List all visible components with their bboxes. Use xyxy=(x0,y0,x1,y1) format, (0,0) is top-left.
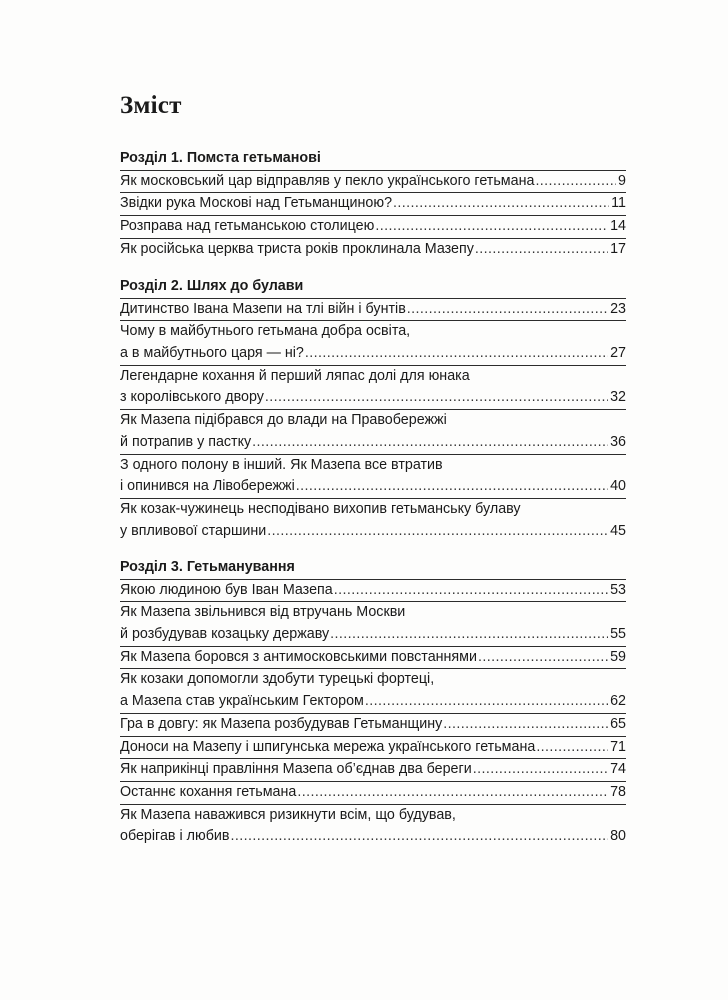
entry-title-line: Як козаки допомогли здобути турецькі фортеці, xyxy=(120,668,626,691)
entry-title-line: Доноси на Мазепу і шпигунська мережа українського гетьмана xyxy=(120,738,536,755)
toc-entry[interactable] xyxy=(120,668,626,712)
entry-title-line: Гра в довгу: як Мазепа розбудував Гетьманщину xyxy=(120,715,443,732)
entry-title-line: Як Мазепа наважився ризикнути всім, що будував, xyxy=(120,804,626,827)
entry-title-line: Розправа над гетьманською столицею xyxy=(120,218,375,235)
page-number: 59 xyxy=(610,648,626,665)
entry-last-line xyxy=(120,624,626,646)
entry-title-line: З одного полону в інший. Як Мазепа все втратив xyxy=(120,454,626,477)
leader-dots xyxy=(535,171,616,193)
page-number: 27 xyxy=(610,345,626,362)
entry-last-line xyxy=(120,826,626,848)
entry-last-line xyxy=(120,476,626,498)
page-number: 23 xyxy=(610,300,626,317)
page-number: 53 xyxy=(610,581,626,598)
leader-dots xyxy=(407,299,608,321)
entry-last-line xyxy=(120,521,626,543)
entry-last-line xyxy=(120,432,626,454)
entry-title-line: оберігав і любив xyxy=(120,828,230,845)
entry-title-line: Як російська церква триста років проклинала Мазепу xyxy=(120,240,474,257)
entry-last-line xyxy=(120,713,626,736)
toc-entry[interactable] xyxy=(120,781,626,804)
toc-entry[interactable] xyxy=(120,579,626,602)
entry-last-line xyxy=(120,646,626,669)
toc-entry[interactable] xyxy=(120,409,626,453)
entry-title-line: а Мазепа став українським Гектором xyxy=(120,693,364,710)
entry-title-line: у впливової старшини xyxy=(120,522,267,539)
entry-last-line xyxy=(120,170,626,193)
page-number: 36 xyxy=(610,433,626,450)
page-number: 65 xyxy=(610,715,626,732)
toc-entry[interactable] xyxy=(120,646,626,669)
section-heading: Розділ 2. Шлях до булави xyxy=(120,278,304,294)
leader-dots xyxy=(393,193,609,215)
toc-entry[interactable] xyxy=(120,238,626,261)
leader-dots xyxy=(478,647,608,669)
leader-dots xyxy=(296,476,608,498)
toc-entry[interactable] xyxy=(120,758,626,781)
entry-title-line: Останнє кохання гетьмана xyxy=(120,783,297,800)
leader-dots xyxy=(330,624,608,646)
toc-entry[interactable] xyxy=(120,170,626,193)
entry-last-line xyxy=(120,758,626,781)
page-number: 80 xyxy=(610,828,626,845)
leader-dots xyxy=(443,714,608,736)
entry-title-line: й потрапив у пастку xyxy=(120,433,252,450)
leader-dots xyxy=(334,580,608,602)
toc-entry[interactable] xyxy=(120,215,626,238)
leader-dots xyxy=(305,343,608,365)
leader-dots xyxy=(475,239,608,261)
entry-last-line xyxy=(120,343,626,365)
toc-entry[interactable] xyxy=(120,804,626,848)
page-number: 71 xyxy=(610,738,626,755)
entry-last-line xyxy=(120,691,626,713)
entry-last-line xyxy=(120,736,626,759)
page-number: 17 xyxy=(610,240,626,257)
entry-title-line: Якою людиною був Іван Мазепа xyxy=(120,581,333,598)
entry-last-line xyxy=(120,781,626,804)
page-number: 14 xyxy=(610,218,626,235)
leader-dots xyxy=(265,387,608,409)
page-number: 45 xyxy=(610,522,626,539)
entry-title-line: Як Мазепа звільнився від втручань Москви xyxy=(120,601,626,624)
toc-entry[interactable] xyxy=(120,498,626,542)
entry-last-line xyxy=(120,192,626,215)
leader-dots xyxy=(473,759,608,781)
entry-title-line: Чому в майбутнього гетьмана добра освіта, xyxy=(120,320,626,343)
page-title: Зміст xyxy=(120,92,182,119)
entry-last-line xyxy=(120,387,626,409)
section-heading: Розділ 3. Гетьманування xyxy=(120,559,295,575)
toc-section xyxy=(120,148,626,260)
toc-entry[interactable] xyxy=(120,320,626,364)
toc-section xyxy=(120,276,626,542)
page-number: 11 xyxy=(611,195,626,212)
toc-entry[interactable] xyxy=(120,192,626,215)
toc-entry[interactable] xyxy=(120,736,626,759)
page-number: 62 xyxy=(610,693,626,710)
entry-title-line: Як Мазепа підібрався до влади на Правобережжі xyxy=(120,409,626,432)
leader-dots xyxy=(230,826,608,848)
entry-title-line: Дитинство Івана Мазепи на тлі війн і бунтів xyxy=(120,300,406,317)
toc-entry[interactable] xyxy=(120,298,626,321)
toc-entry[interactable] xyxy=(120,454,626,498)
page-number: 32 xyxy=(610,389,626,406)
leader-dots xyxy=(375,216,608,238)
entry-title-line: Як козак-чужинець несподівано вихопив гетьманську булаву xyxy=(120,498,626,521)
page-number: 40 xyxy=(610,478,626,495)
toc-entry[interactable] xyxy=(120,601,626,645)
page-number: 55 xyxy=(610,626,626,643)
page-number: 78 xyxy=(610,783,626,800)
entry-title-line: Як московський цар відправляв у пекло українського гетьмана xyxy=(120,172,535,189)
entry-title-line: з королівського двору xyxy=(120,389,264,406)
section-heading: Розділ 1. Помста гетьманові xyxy=(120,150,321,166)
leader-dots xyxy=(252,432,608,454)
leader-dots xyxy=(297,782,608,804)
leader-dots xyxy=(267,521,608,543)
entry-title-line: а в майбутнього царя — ні? xyxy=(120,345,304,362)
entry-title-line: Легендарне кохання й перший ляпас долі для юнака xyxy=(120,365,626,388)
entry-title-line: Як наприкінці правління Мазепа об’єднав два береги xyxy=(120,761,472,778)
entry-last-line xyxy=(120,238,626,261)
entry-title-line: і опинився на Лівобережжі xyxy=(120,478,295,495)
page-number: 74 xyxy=(610,761,626,778)
toc-entry[interactable] xyxy=(120,365,626,409)
entry-last-line xyxy=(120,215,626,238)
entry-last-line xyxy=(120,298,626,321)
toc-entry[interactable] xyxy=(120,713,626,736)
leader-dots xyxy=(536,737,608,759)
entry-title-line: Звідки рука Москові над Гетьманщиною? xyxy=(120,195,393,212)
entry-title-line: Як Мазепа боровся з антимосковськими повстаннями xyxy=(120,648,477,665)
entry-title-line: й розбудував козацьку державу xyxy=(120,626,330,643)
page-number: 9 xyxy=(618,172,626,189)
toc-section xyxy=(120,557,626,848)
entry-last-line xyxy=(120,579,626,602)
leader-dots xyxy=(365,691,608,713)
